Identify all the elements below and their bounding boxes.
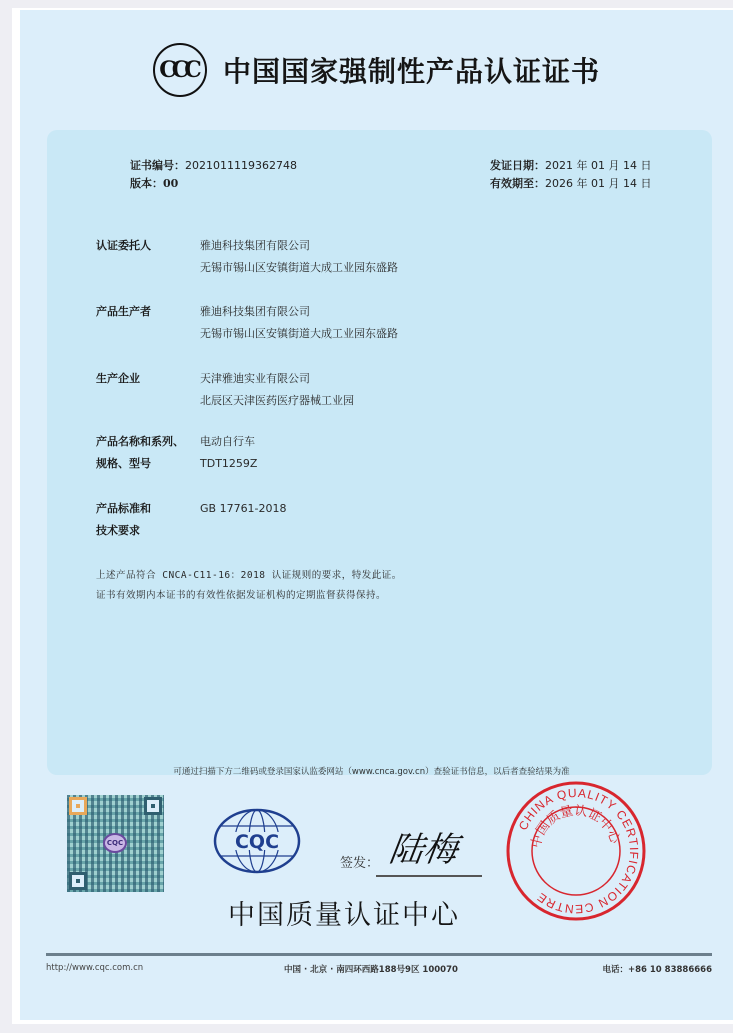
cert-number: 2021011119362748 [185, 159, 297, 172]
cert-number-label: 证书编号： [130, 159, 185, 172]
statement-line: 上述产品符合 CNCA-C11-16：2018 认证规则的要求，特发此证。 [96, 570, 402, 581]
issue-date: 2021 年 01 月 14 日 [545, 159, 652, 172]
issuer-organization-name: 中国质量认证中心 [228, 900, 460, 931]
issue-date-row [490, 157, 651, 175]
product-standard: GB 17761-2018 [200, 502, 287, 515]
field-value [200, 368, 354, 412]
manufacturer-name: 雅迪科技集团有限公司 [200, 305, 310, 318]
field-label: 生产企业 [96, 372, 140, 385]
field-label: 认证委托人 [96, 239, 151, 252]
label-line: 产品名称和系列、 [96, 435, 184, 448]
qr-finder-icon [69, 797, 87, 815]
ccc-mark-icon: CCC [153, 43, 207, 97]
factory-name: 天津雅迪实业有限公司 [200, 372, 310, 385]
expiry-date-label: 有效期至： [490, 177, 545, 190]
applicant-name: 雅迪科技集团有限公司 [200, 239, 310, 252]
qr-finder-icon [69, 872, 87, 890]
version-label: 版本： [130, 177, 163, 190]
field-value [200, 498, 287, 520]
verification-note: 可通过扫描下方二维码或登录国家认监委网站（www.cnca.gov.cn）查验证书信息，以后者查验结果为准 [173, 767, 570, 777]
cert-meta-right [490, 157, 651, 193]
cqc-globe-logo-icon [213, 808, 301, 874]
factory-address: 北辰区天津医药医疗器械工业园 [200, 394, 354, 407]
svg-text:CHINA QUALITY CERTIFICATION CE: CHINA QUALITY CERTIFICATION CENTRE [515, 785, 642, 917]
cqc-website-link[interactable]: http://www.cqc.com.cn [46, 963, 144, 973]
statement-line: 证书有效期内本证书的有效性依据发证机构的定期监督获得保持。 [96, 590, 387, 601]
signature: 陆梅 [386, 830, 461, 870]
expiry-date: 2026 年 01 月 14 日 [545, 177, 652, 190]
certificate-title: 中国国家强制性产品认证证书 [222, 55, 600, 88]
verification-qr-code[interactable] [67, 795, 164, 892]
certificate-page [20, 10, 733, 1020]
label-line: 规格、型号 [96, 457, 151, 470]
qr-cqc-logo-icon: CQC [103, 833, 127, 853]
certificate-header [20, 40, 733, 100]
cert-number-row [130, 157, 297, 175]
version-row [130, 175, 297, 193]
expiry-date-row [490, 175, 651, 193]
qr-finder-icon [144, 797, 162, 815]
cqc-address: 中国 · 北京 · 南四环西路188号9区 100070 [284, 965, 458, 975]
signature-line [376, 875, 482, 877]
label-line: 技术要求 [96, 524, 140, 537]
product-name: 电动自行车 [200, 435, 255, 448]
label-line: 产品标准和 [96, 502, 151, 515]
field-label [96, 498, 196, 542]
official-seal-icon [505, 780, 647, 922]
cert-meta-left [130, 157, 297, 193]
svg-text:中国质量认证中心: 中国质量认证中心 [528, 803, 623, 850]
issued-by-label: 签发： [340, 856, 380, 871]
field-value [200, 431, 257, 475]
version-value: 00 [163, 177, 179, 190]
cqc-phone: 电话：+86 10 83886666 [602, 965, 712, 975]
certification-statement [96, 566, 402, 606]
field-label [96, 431, 196, 475]
certificate-body-panel [47, 130, 712, 775]
field-label: 产品生产者 [96, 305, 151, 318]
field-value [200, 301, 398, 345]
manufacturer-address: 无锡市锡山区安镇街道大成工业园东盛路 [200, 327, 398, 340]
issue-date-label: 发证日期： [490, 159, 545, 172]
footer-divider [46, 953, 712, 956]
applicant-address: 无锡市锡山区安镇街道大成工业园东盛路 [200, 261, 398, 274]
field-value [200, 235, 398, 279]
svg-text:CQC: CQC [234, 831, 280, 853]
product-model: TDT1259Z [200, 457, 258, 470]
